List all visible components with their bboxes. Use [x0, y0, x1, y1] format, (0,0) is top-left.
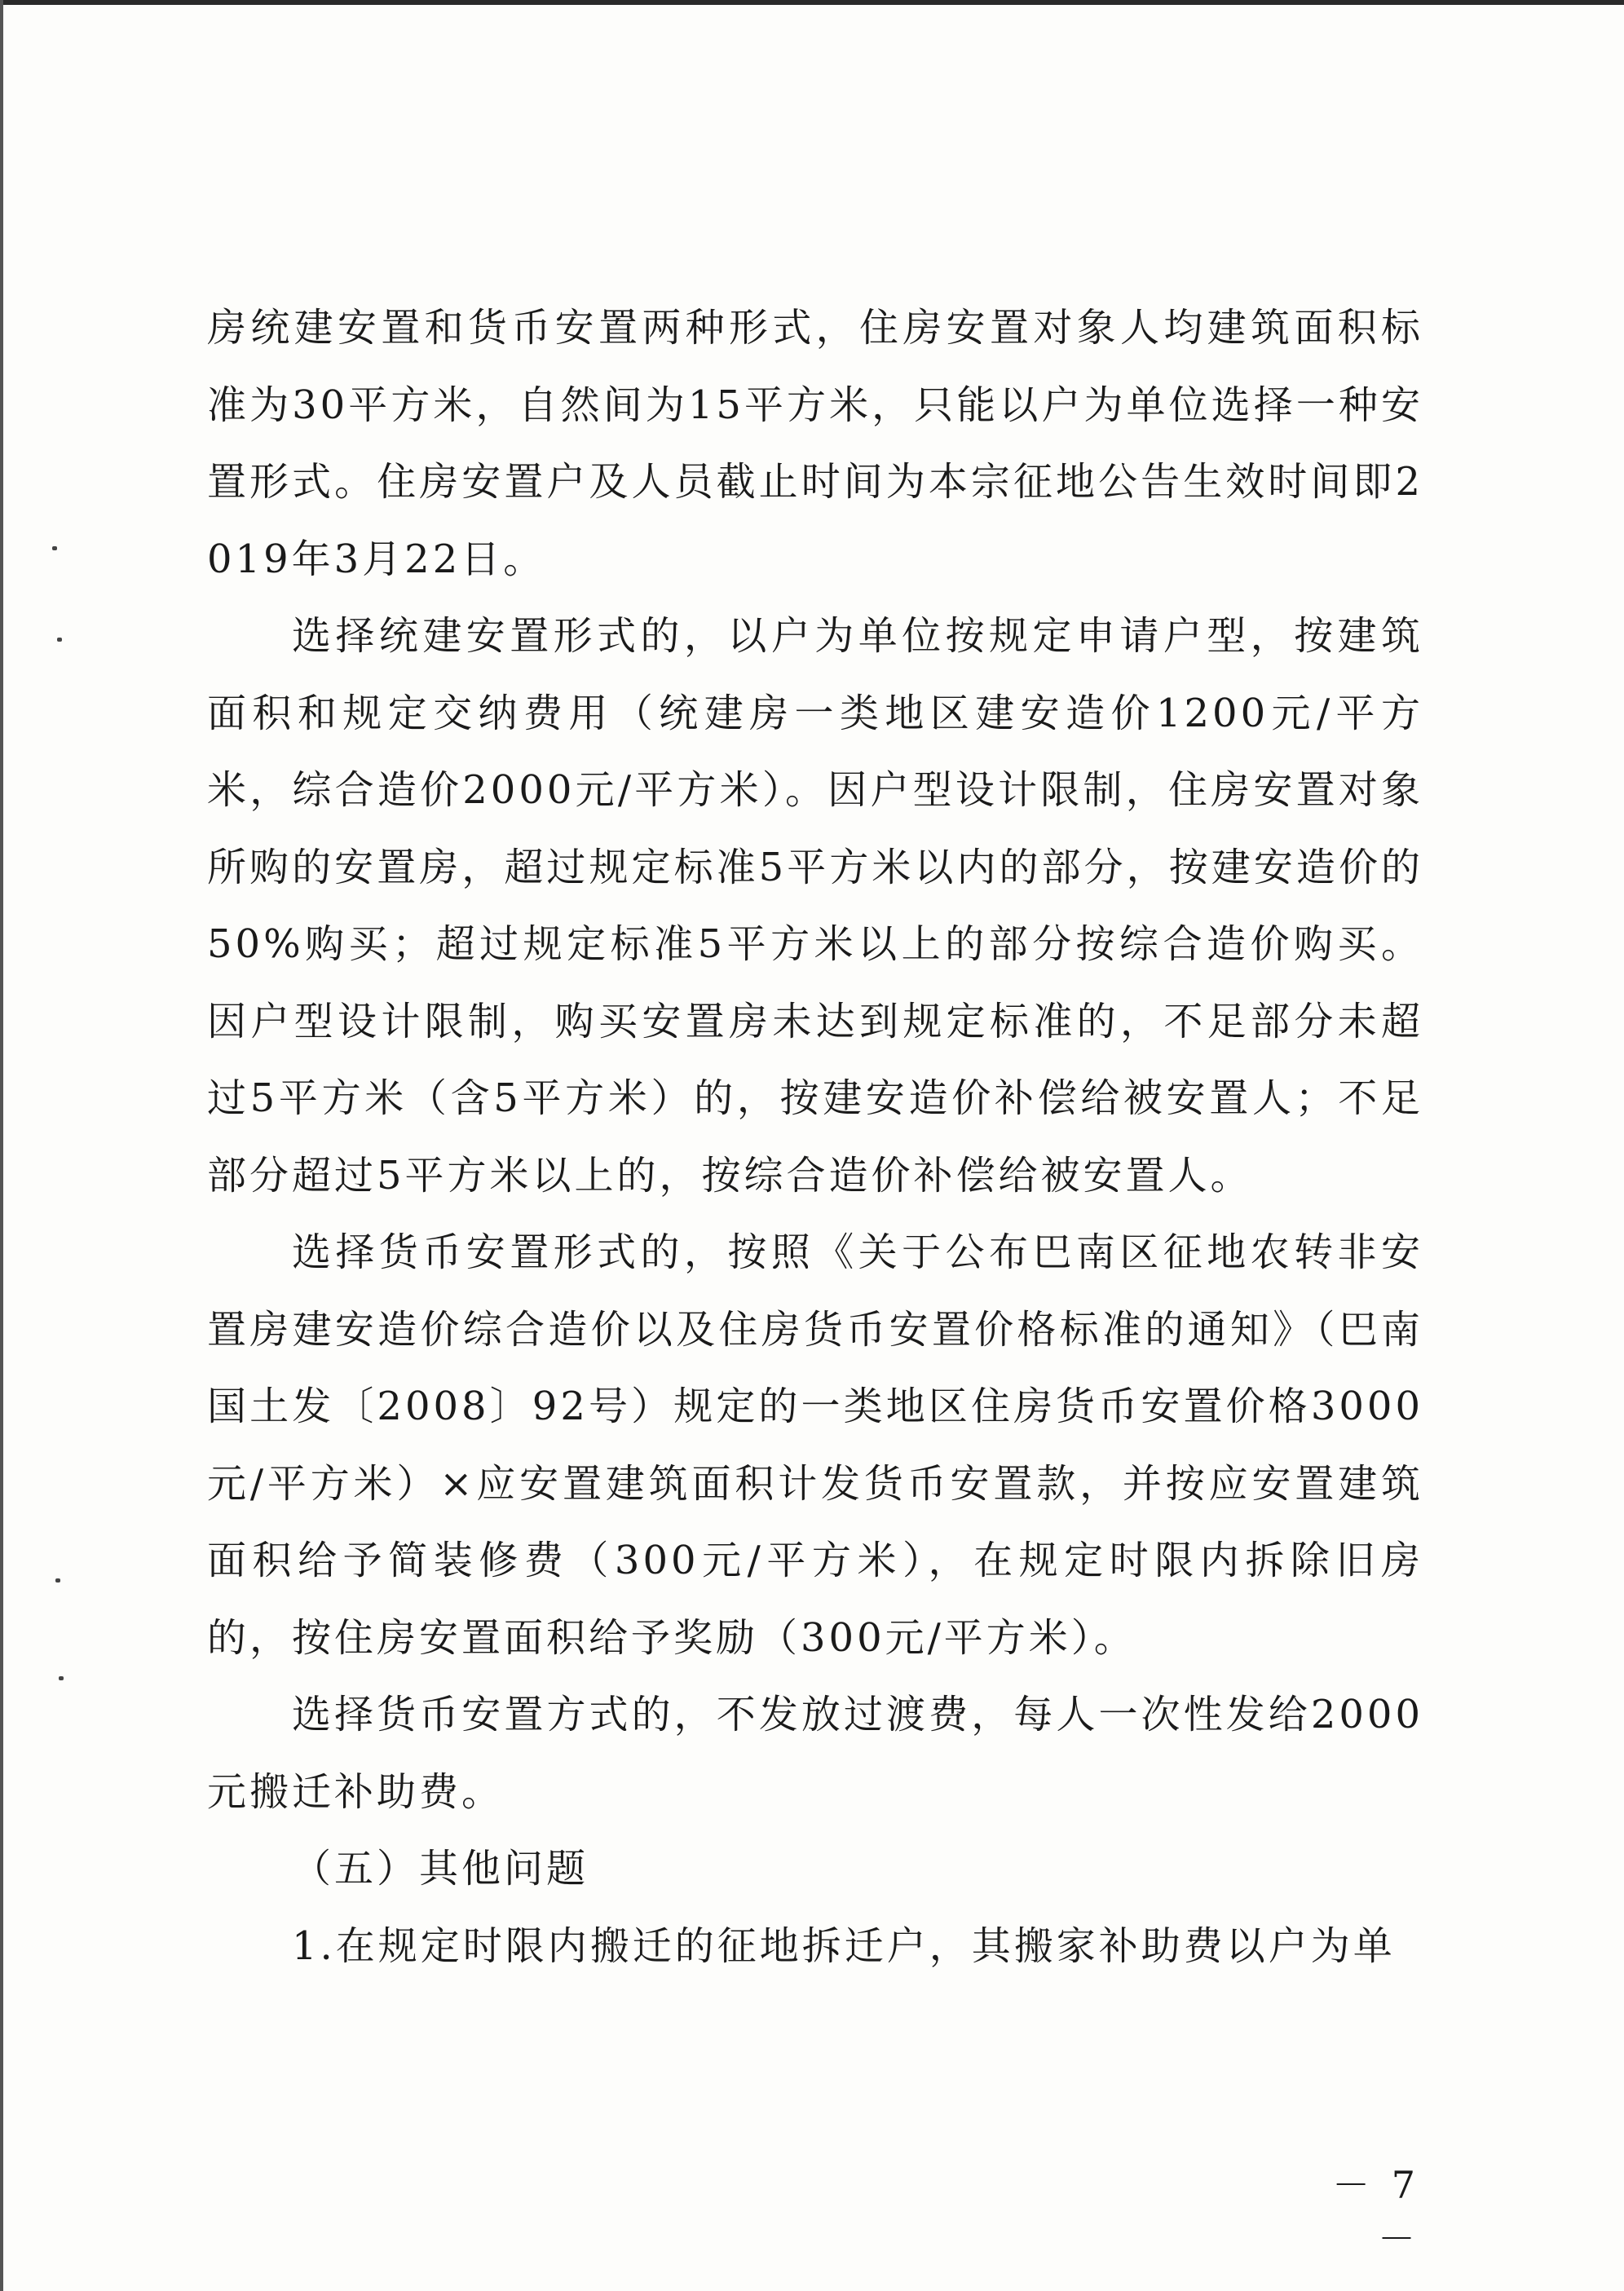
body-text — [207, 289, 1423, 1984]
page-number: － 7 － — [1332, 2163, 1420, 2261]
section-heading: （五）其他问题 — [292, 1846, 589, 1892]
scan-speck — [57, 638, 62, 642]
paragraph-4: 选择货币安置方式的，不发放过渡费，每人一次性发给2000元搬迁补助费。 — [207, 1692, 1423, 1815]
scan-top-edge — [0, 0, 1624, 5]
scan-speck — [52, 546, 57, 550]
scan-left-edge — [0, 0, 3, 2291]
paragraph-5: 1.在规定时限内搬迁的征地拆迁户，其搬家补助费以户为单 — [292, 1922, 1396, 1969]
paragraph-2: 选择统建安置形式的，以户为单位按规定申请户型，按建筑面积和规定交纳费用（统建房一类地区建安造价1200元/平方米，综合造价2000元/平方米）。因户型设计限制，住房安置对象所购的安置房，超过规定标准5平方米以内的部分，按建安造价的50%购买；超过规定标准5平方米以上的部分按综合造价购买。因户型设计限制，购买安置房未达到规定标准的，不足部分未超过5平方米（含5平方米）的，按建安造价补偿给被安置人；不足部分超过5平方米以上的，按综合造价补偿给被安置人。 — [207, 613, 1423, 1198]
scan-speck — [55, 1578, 60, 1583]
paragraph-3: 选择货币安置形式的，按照《关于公布巴南区征地农转非安置房建安造价综合造价以及住房货币安置价格标准的通知》（巴南国土发〔2008〕92号）规定的一类地区住房货币安置价格3000元/平方米）×应安置建筑面积计发货币安置款，并按应安置建筑面积给予简装修费（300元/平方米），在规定时限内拆除旧房的，按住房安置面积给予奖励（300元/平方米）。 — [207, 1229, 1423, 1661]
paragraph-1: 房统建安置和货币安置两种形式，住房安置对象人均建筑面积标准为30平方米，自然间为15平方米，只能以户为单位选择一种安置形式。住房安置户及人员截止时间为本宗征地公告生效时间即2019年3月22日。 — [207, 305, 1423, 582]
scan-speck — [59, 1676, 64, 1680]
